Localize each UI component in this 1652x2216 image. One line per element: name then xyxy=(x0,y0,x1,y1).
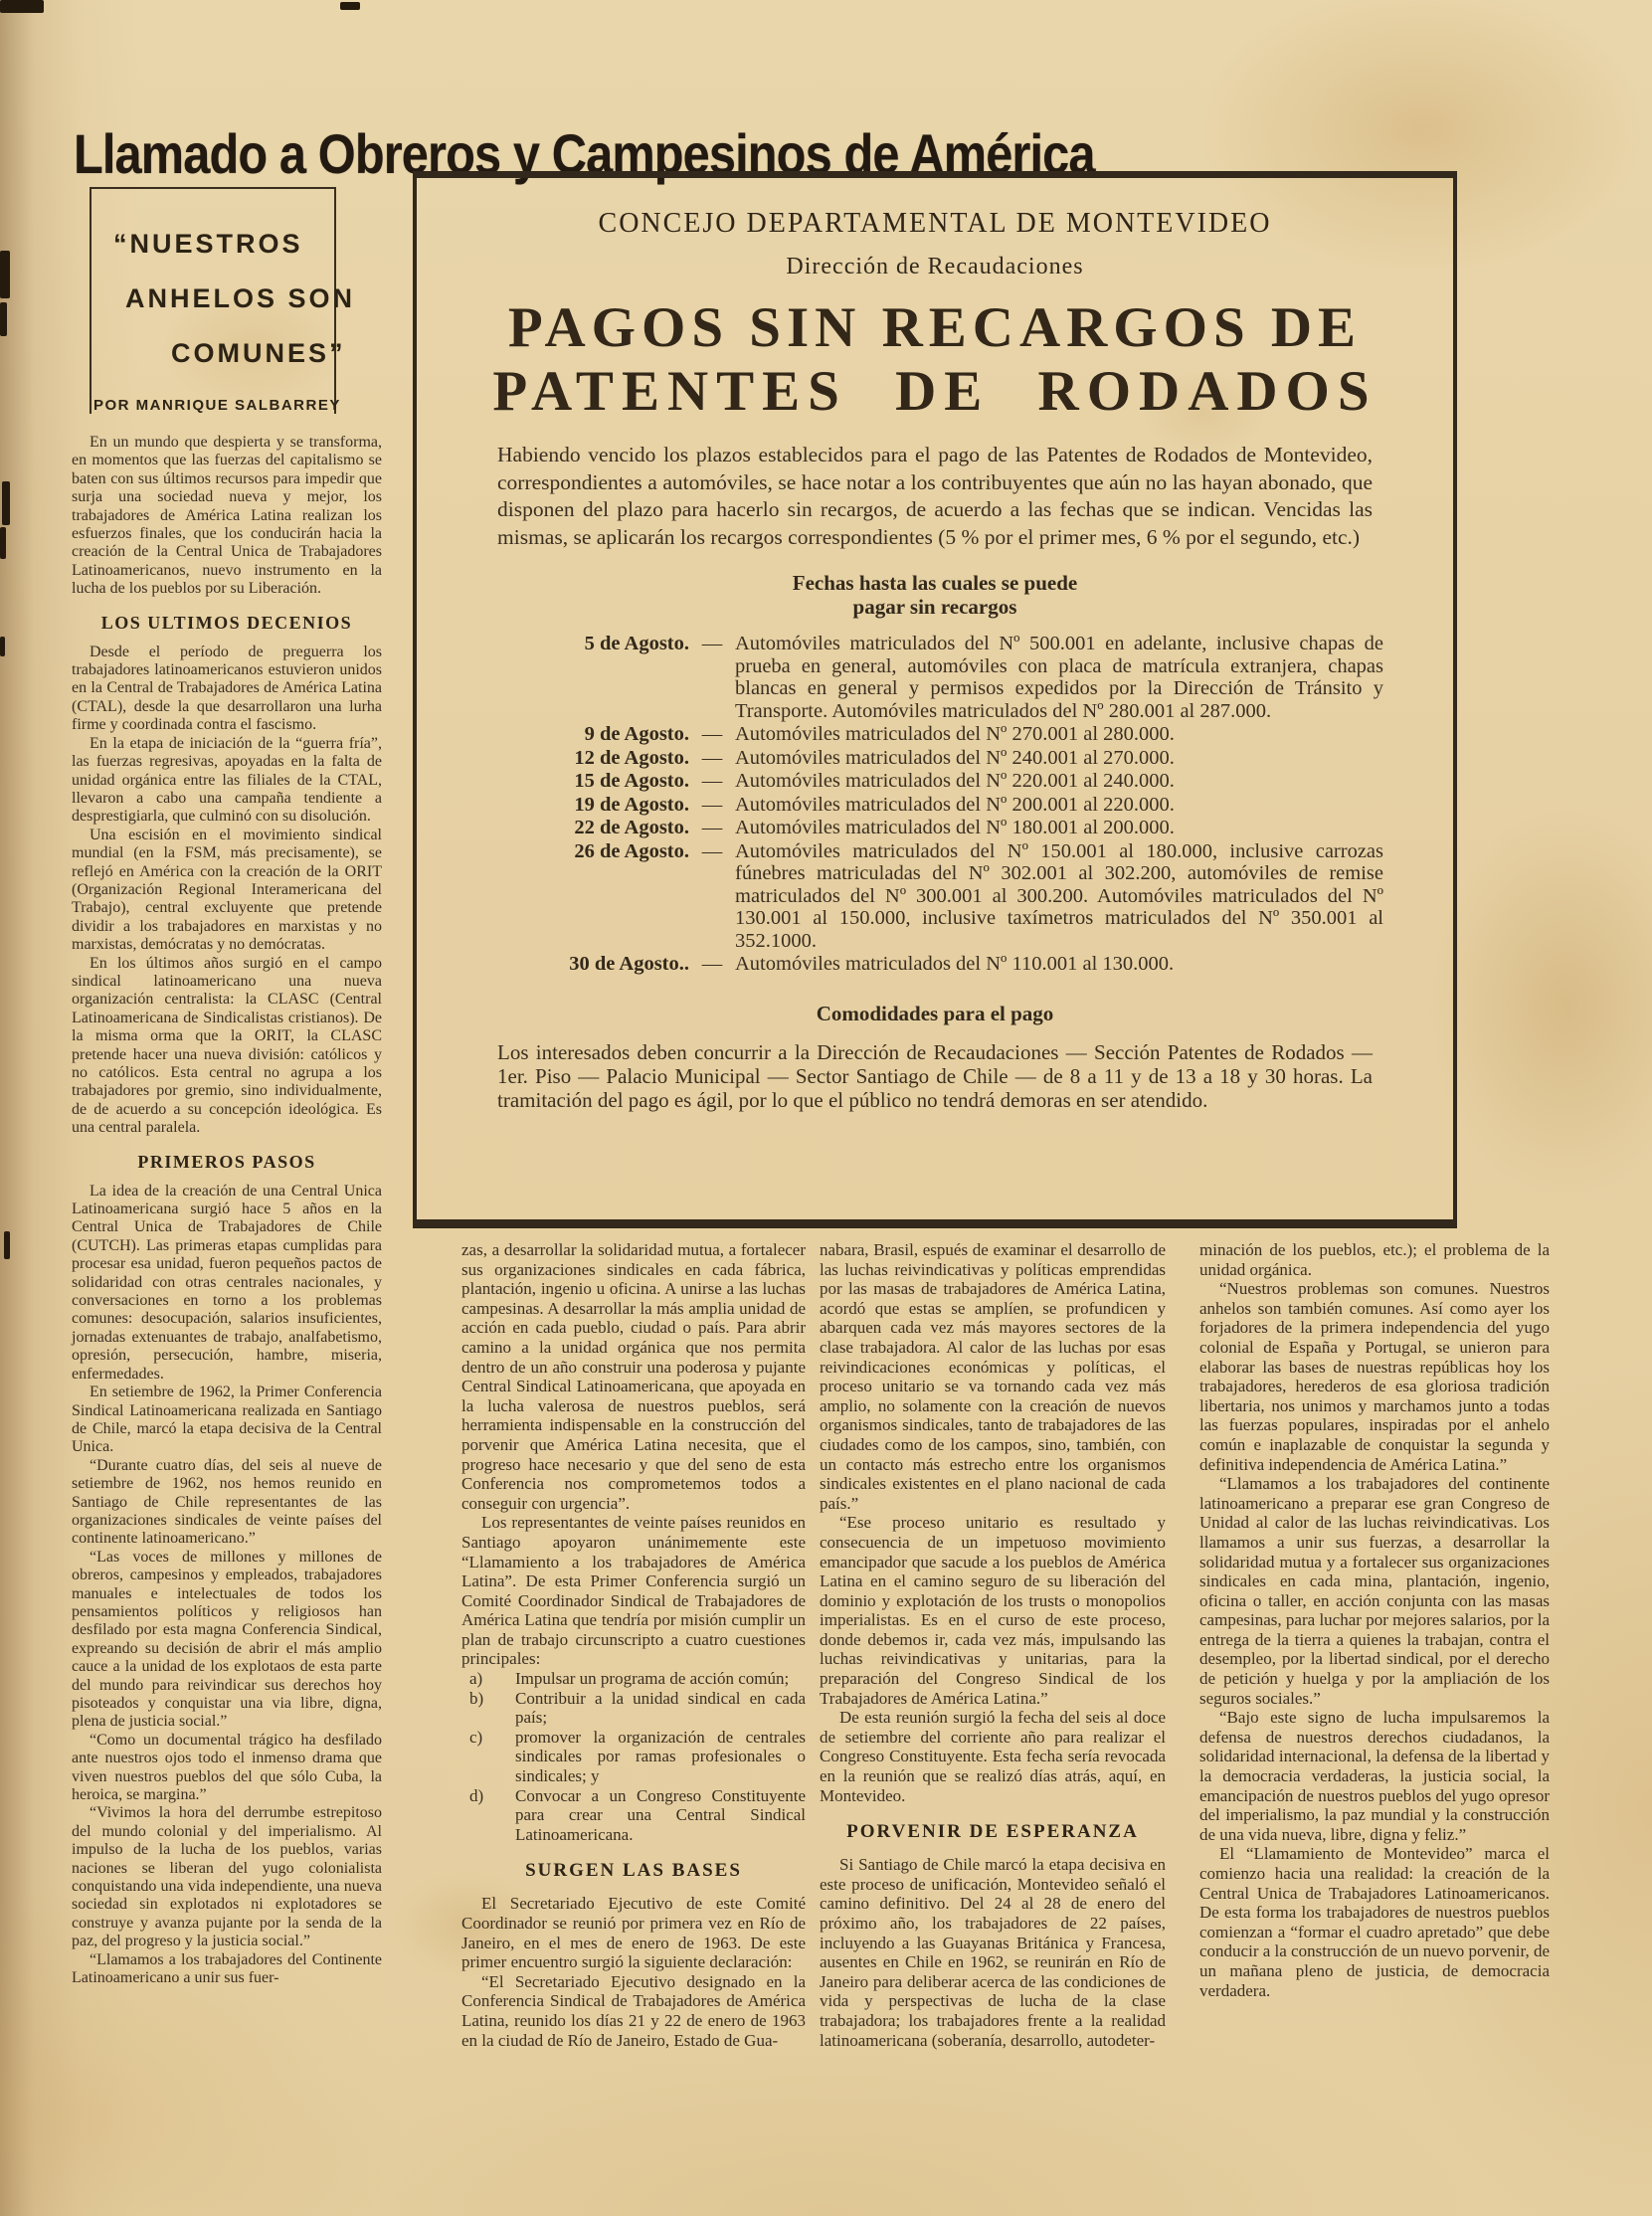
schedule-row xyxy=(494,747,1453,770)
list-item-text: Contribuir a la unidad sindical en cada país; xyxy=(515,1688,806,1728)
byline: POR MANRIQUE SALBARREY xyxy=(93,397,341,414)
ink-mark xyxy=(340,2,360,10)
quote-title-line: COMUNES” xyxy=(171,338,346,368)
list-item xyxy=(461,1689,806,1728)
sidebar-article xyxy=(72,187,382,1988)
sidebar-paragraph: “Durante cuatro días, del seis al nueve de setiembre de 1962, nos hemos reunido en Santiago de Chile representantes de las organizaciones sindicales de veinte países del continente latinoamericano.” xyxy=(72,1456,382,1548)
list-item-label: b) xyxy=(469,1688,484,1708)
body-paragraph: “Llamamos a los trabajadores del continente latinoamericano a preparar ese gran Congreso de Unidad al calor de las luchas reivindicativas. Los llamamos a unir sus fuerzas, a desarrollar la solidaridad mutua y a fortalecer sus organizaciones sindicales en cada mina, plantación, ingenio, oficina o taller, en acción conjunta con las masas campesinas, para luchar por mejores salarios, por la entrega de la tierra a quienes la trabajan, contra el desempleo, por la libertad sindical, por el derecho de petición y huelga y por la ampliación de los seguros sociales.” xyxy=(1199,1474,1550,1708)
sidebar-paragraph: En los últimos años surgió en el campo sindical latinoamericano una nueva organización centralista: la CLASC (Central Latinoamericana de Sindicalistas cristianos). De la misma orma que la ORIT, la CLASC pretende hacer una nueva división: católicos y no católicos. Esta central no agrupa a los trabajadores por gremio, sino individualmente, de de acuerdo a su concepción ideológica. Es una central paralela. xyxy=(72,954,382,1137)
schedule-row xyxy=(494,953,1453,976)
dates-heading-line: pagar sin recargos xyxy=(852,595,1017,619)
payment-text: Los interesados deben concurrir a la Dirección de Recaudaciones — Sección Patentes de Rodados — 1er. Piso — Palacio Municipal — Sector Santiago de Chile — de 8 a 11 y de 13 a 18 y 30 horas. La tramitación del pago es ágil, por lo que el público no tendrá demoras en ser atendido. xyxy=(497,1039,1373,1112)
schedule-date: 9 de Agosto. xyxy=(584,723,689,745)
schedule-date: 19 de Agosto. xyxy=(574,793,689,816)
ink-mark xyxy=(0,637,5,656)
sidebar-paragraph: En un mundo que despierta y se transforma, en momentos que las fuerzas del capitalismo se baten con sus últimos recursos para impedir que surja una sociedad nueva y mejor, los trabajadores de América Latina realizan los esfuerzos finales, que los conducirán hacia la creación de la Central Unica de Trabajadores Latinoamericanos, nuevo instrumento en la lucha de los pueblos por su Liberación. xyxy=(72,434,382,598)
body-paragraph: “El Secretariado Ejecutivo designado en la Conferencia Sindical de Trabajadores de América Latina, reunido los días 21 y 22 de enero de 1963 en la ciudad de Río de Janeiro, Estado de Gua- xyxy=(461,1971,806,2050)
byline-row xyxy=(90,397,341,414)
schedule-date: 26 de Agosto. xyxy=(574,839,689,862)
ink-mark xyxy=(2,481,10,525)
section-heading: PRIMEROS PASOS xyxy=(137,1151,316,1172)
dash-separator: — xyxy=(701,817,723,838)
sidebar-paragraph: “Como un documental trágico ha desfilado ante nuestros ojos todo el inmenso drama que viven nuestros pueblos del que sólo Cuba, la heroica, se margina.” xyxy=(72,1731,382,1804)
schedule-text: Automóviles matriculados del Nº 180.001 al 200.000. xyxy=(735,817,1175,838)
payment-heading: Comodidades para el pago xyxy=(816,1001,1054,1025)
schedule-text: Automóviles matriculados del Nº 500.001 en adelante, inclusive chapas de prueba en general, automóviles con placa de matrícula extranjera, chapas blancas en general y permisos expedidos por la Dirección de Tránsito y Transporte. Automóviles matriculados del Nº 280.001 al 287.000. xyxy=(735,633,1383,722)
schedule-date: 30 de Agosto.. xyxy=(569,953,689,975)
list-item xyxy=(461,1786,806,1845)
schedule-row xyxy=(494,723,1453,746)
ink-mark xyxy=(0,302,7,336)
dates-heading xyxy=(417,571,1453,619)
dash-separator: — xyxy=(701,839,723,862)
schedule-row xyxy=(494,794,1453,817)
ink-mark xyxy=(0,0,44,13)
sidebar-paragraph: Desde el período de preguerra los trabajadores latinoamericanos estuvieron unidos en la Central de Trabajadores de América Latina (CTAL), desde la que desarrollaron una lurha firme y coordinada contra el fascismo. xyxy=(72,643,382,734)
schedule-text: Automóviles matriculados del Nº 110.001 al 130.000. xyxy=(735,953,1175,975)
list-item xyxy=(461,1669,806,1689)
notice-title-line: PAGOS SIN RECARGOS DE xyxy=(507,296,1363,359)
section-heading: LOS ULTIMOS DECENIOS xyxy=(100,612,353,633)
quote-title-box xyxy=(90,187,356,414)
list-item-label: d) xyxy=(469,1785,484,1805)
sidebar-paragraph: En setiembre de 1962, la Primer Conferencia Sindical Latinoamericana realizada en Santiago de Chile, marcó la etapa decisiva de la Central Unica. xyxy=(72,1384,382,1456)
body-paragraph: “Ese proceso unitario es resultado y consecuencia de un impetuoso movimiento emancipador que sacude a los pueblos de América Latina en el camino seguro de su liberación del dominio y explotación de los trusts o monopolios imperialistas. Es en el curso de este proceso, donde debemos ir, cada vez más, impulsando las luchas reivindicativas y unitarias, para la preparación del Congreso Sindical de los Trabajadores de América Latina.” xyxy=(820,1513,1166,1708)
notice-organization: CONCEJO DEPARTAMENTAL DE MONTEVIDEO xyxy=(598,208,1272,239)
schedule-date: 15 de Agosto. xyxy=(574,770,689,792)
body-paragraph: El “Llamamiento de Montevideo” marca el comienzo hacia una realidad: la creación de la Central Unica de Trabajadores Latinoamericanos. De esta forma los trabajadores de nuestros pueblos comienzan a “formar el cuadro apretado” que debe conducir a la construcción de un nuevo porvenir, de un mañana pleno de justicia, de democracia verdadera. xyxy=(1199,1844,1550,2000)
body-column-2 xyxy=(461,1240,806,2050)
schedule-text: Automóviles matriculados del Nº 220.001 al 240.000. xyxy=(735,770,1175,792)
body-paragraph: Los representantes de veinte países reunidos en Santiago apoyaron unánimemente este “Llamamiento a los trabajadores de América Latina”. De esta Primer Conferencia surgió un Comité Coordinador Sindical de Trabajadores de América Latina que tendría por misión cumplir un plan de trabajo circunscripto a cuatro cuestiones principales: xyxy=(461,1513,806,1669)
body-paragraph: zas, a desarrollar la solidaridad mutua, a fortalecer sus organizaciones sindicales en cada fábrica, plantación, ingenio u oficina. A unirse a las luchas campesinas. A desarrollar la más amplia unidad de acción en cada pueblo, ciudad o país. Para abrir camino a la unidad orgánica que nos permita dentro de un año construir una poderosa y pujante Central Sindical Latinoamericana, que apoyada en la lucha valerosa de nuestros pueblos, será herramienta indispensable en la construcción del porvenir que América Latina necesita, que el progreso hace necesario y que del seno de esta Conferencia nos comprometemos todos a conseguir con urgencia”. xyxy=(461,1240,806,1513)
schedule-row xyxy=(494,770,1453,793)
sidebar-paragraph: La idea de la creación de una Central Unica Latinoamericana surgió hace 5 años en la Central Unica de Trabajadores de Chile (CUTCH). Las primeras etapas cumplidas para procesar esa unidad, fueron pequeños pactos de solidaridad con otras centrales nacionales, y conversaciones en torno a los problemas comunes: desocupación, salarios insuficientes, jornadas extenuantes de trabajo, analfabetismo, opresión, persecución, hambre, miseria, enfermedades. xyxy=(72,1182,382,1383)
schedule-date: 5 de Agosto. xyxy=(584,633,689,654)
schedule-text: Automóviles matriculados del Nº 200.001 al 220.000. xyxy=(735,793,1175,816)
body-paragraph: nabara, Brasil, espués de examinar el desarrollo de las luchas reivindicativas y políticas emprendidas por las masas de trabajadores de América Latina, acordó que estas se amplíen, se profundicen y abarquen cada vez más mayores sectores de la clase trabajadora. Al calor de las luchas por esas reivindicaciones económicas y políticas, el proceso unitario se va tornando cada vez más amplio, no solamente con la creación de nuevos organismos sindicales, tanto de trabajadores de las ciudades como de los campos, sino, también, con un contacto más estrecho entre los organismos sindicales existentes en el plano nacional de cada país.” xyxy=(820,1240,1166,1513)
schedule-date: 22 de Agosto. xyxy=(574,817,689,838)
schedule-row xyxy=(494,817,1453,839)
dash-separator: — xyxy=(701,633,723,654)
schedule-row xyxy=(494,633,1453,722)
list-item-text: Convocar a un Congreso Constituyente para crear una Central Sindical Latinoamericana. xyxy=(515,1785,806,1844)
schedule-text: Automóviles matriculados del Nº 150.001 al 180.000, inclusive carrozas fúnebres matriculadas del Nº 302.001 al 302.200, automóviles de remise matriculados del Nº 300.001 al 300.200. Automóviles matriculados del Nº 130.001 al 150.000, inclusive taxímetros matriculados del Nº 350.001 al 352.1000. xyxy=(735,839,1383,952)
body-paragraph: El Secretariado Ejecutivo de este Comité Coordinador se reunió por primera vez en Río de Janeiro, en el mes de enero de 1963. De este primer encuentro surgió la siguiente declaración: xyxy=(461,1894,806,1972)
dash-separator: — xyxy=(701,953,723,975)
sidebar-paragraph: En la etapa de iniciación de la “guerra fría”, las fuerzas regresivas, apoyadas en la falta de unidad orgánica entre las filiales de la CTAL, llevaron a cabo una campaña tendiente a desprestigiarla, que culminó con su disolución. xyxy=(72,734,382,826)
dash-separator: — xyxy=(701,746,723,769)
page-title: Llamado a Obreros y Campesinos de América xyxy=(74,121,1095,185)
schedule-row xyxy=(494,840,1453,953)
list-item-text: promover la organización de centrales sindicales por ramas profesionales o sindicales; y xyxy=(515,1727,806,1786)
quote-title-line: ANHELOS SON xyxy=(125,283,356,313)
list-item-label: c) xyxy=(469,1727,483,1747)
body-paragraph: “Nuestros problemas son comunes. Nuestros anhelos son también comunes. Así como ayer los forjadores de la primera independencia del yugo colonial de España y Portugal, se unieron para elaborar las bases de nuestras repúblicas hoy los trabajadores, herederos de esa gloriosa tradición libertaria, nos unimos y marchamos junto a todas las fuerzas populares, inspiradas por el anhelo común e inaplazable de conquistar la segunda y definitiva independencia de América Latina.” xyxy=(1199,1279,1550,1474)
list-item-label: a) xyxy=(469,1669,483,1689)
payment-schedule xyxy=(494,633,1453,976)
sidebar-paragraph: “Vivimos la hora del derrumbe estrepitoso del mundo colonial y del imperialismo. Al impulso de la lucha de los pueblos, varias naciones se liberan del yugo colonialista conquistando una vida independiente, una nueva sociedad sin explotados ni explotadores se construye y avanza pujante por la senda de la paz, del progreso y la justicia social.” xyxy=(72,1804,382,1950)
section-heading: SURGEN LAS BASES xyxy=(525,1860,742,1882)
sidebar-paragraph: “Las voces de millones y millones de obreros, campesinos y empleados, trabajadores manuales e intelectuales de todos los pensamientos políticos y religiosos han desfilado por esta magna Conferencia Sindical, expreando su decisión de abrir el más amplio cauce a la unidad de los explotaos de esta parte del mundo para reivindicar sus derechos hoy pisoteados y conquistar una via libre, digna, plena de justicia social.” xyxy=(72,1548,382,1731)
sidebar-paragraph: “Llamamos a los trabajadores del Continente Latinoamericano a unir sus fuer- xyxy=(72,1950,382,1987)
body-column-4 xyxy=(1199,1240,1550,2000)
ink-mark xyxy=(4,1231,10,1259)
schedule-text: Automóviles matriculados del Nº 240.001 al 270.000. xyxy=(735,746,1175,769)
notice-intro: Habiendo vencido los plazos establecidos para el pago de las Patentes de Rodados de Montevideo, correspondientes a automóviles, se hace notar a los contribuyentes que aún no las hayan abonado, que disponen del plazo para hacerlo sin recargos, de acuerdo a las fechas que se indican. Vencidas las mismas, se aplicarán los recargos correspondientes (5 % por el primer mes, 6 % por el segundo, etc.) xyxy=(497,443,1373,549)
notice-department: Dirección de Recaudaciones xyxy=(786,254,1084,279)
quote-title-line: “NUESTROS xyxy=(113,229,303,259)
ink-mark xyxy=(0,527,6,559)
list-item-text: Impulsar un programa de acción común; xyxy=(515,1669,790,1689)
dash-separator: — xyxy=(701,770,723,792)
notice-title-line: PATENTES DE RODADOS xyxy=(492,360,1377,423)
body-paragraph: Si Santiago de Chile marcó la etapa decisiva en este proceso de unificación, Montevideo señaló el camino definitivo. Del 24 al 28 de enero del próximo año, los trabajadores de 22 países, incluyendo a las Guayanas Británica y Francesa, ausentes en Chile en 1962, se reunirán en Río de Janeiro para deliberar acerca de las condiciones de vida y perspectivas de lucha de la clase trabajadora; los trabajadores frente a la realidad latinoamericana (soberanía, desarrollo, autodeter- xyxy=(820,1855,1166,2050)
section-heading: PORVENIR DE ESPERANZA xyxy=(846,1821,1139,1843)
schedule-date: 12 de Agosto. xyxy=(574,746,689,769)
dash-separator: — xyxy=(701,723,723,745)
notice-box xyxy=(413,171,1457,1228)
notice-title xyxy=(417,296,1453,424)
body-paragraph: De esta reunión surgió la fecha del seis al doce de setiembre del corriente año para realizar el Congreso Constituyente. Esta fecha sería revocada en la reunión que se realizó días atrás, aquí, en Montevideo. xyxy=(820,1708,1166,1805)
dates-heading-line: Fechas hasta las cuales se puede xyxy=(792,571,1078,595)
ink-mark xyxy=(0,251,10,298)
dash-separator: — xyxy=(701,793,723,816)
sidebar-paragraph: Una escisión en el movimiento sindical mundial (en la FSM, más precisamente), se reflejó en América con la creación de la ORIT (Organización Regional Interamericana del Trabajo), central excluyente que pretende dividir a los trabajadores en marxistas y no marxistas, demócratas y no demócratas. xyxy=(72,826,382,954)
schedule-text: Automóviles matriculados del Nº 270.001 al 280.000. xyxy=(735,723,1175,745)
body-column-3 xyxy=(820,1240,1166,2050)
body-paragraph: “Bajo este signo de lucha impulsaremos la defensa de nuestros derechos ciudadanos, la solidaridad internacional, la defensa de la libertad y la democracia verdaderas, la justicia social, la emancipación de nuestros pueblos del yugo opresor del imperialismo, la paz mundial y la construcción de una vida nueva, libre, digna y feliz.” xyxy=(1199,1708,1550,1844)
list-item xyxy=(461,1728,806,1786)
body-paragraph: minación de los pueblos, etc.); el problema de la unidad orgánica. xyxy=(1199,1240,1550,1279)
